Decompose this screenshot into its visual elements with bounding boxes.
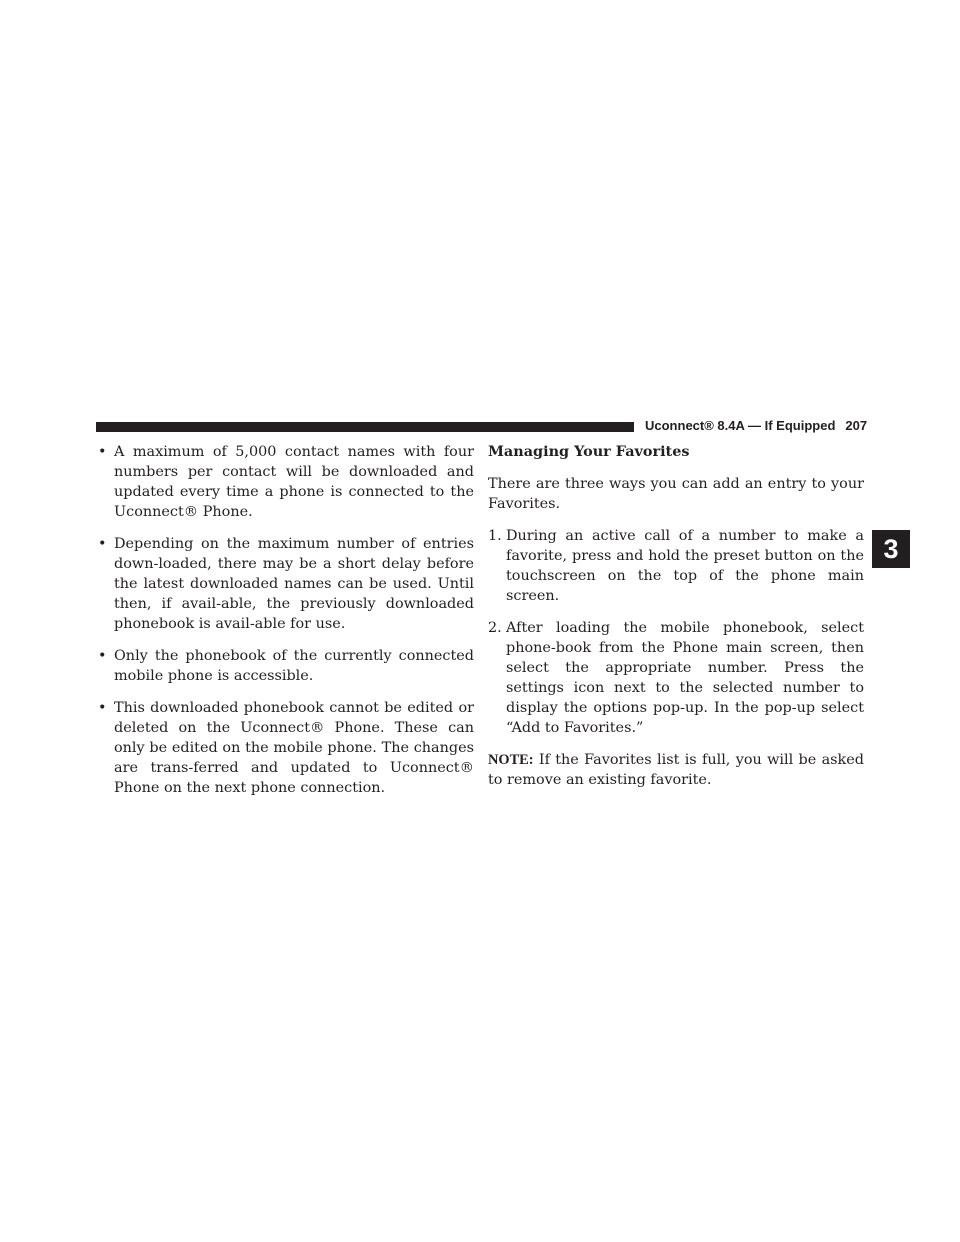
list-item [488, 618, 864, 738]
chapter-tab: 3 [872, 530, 910, 568]
bullet-text: This downloaded phonebook cannot be edited or deleted on the Uconnect® Phone. These can only be edited on the mobile phone. The changes are trans-ferred and updated to Uconnect® Phone on the next phone connection. [114, 700, 474, 796]
header-title: Uconnect® 8.4A — If Equipped [645, 418, 836, 433]
bullet-icon: • [98, 536, 107, 552]
list-item [98, 534, 474, 634]
bullet-icon: • [98, 648, 107, 664]
list-item [488, 526, 864, 606]
bullet-icon: • [98, 444, 107, 460]
bullet-icon: • [98, 700, 107, 716]
step-number: 2. [488, 620, 502, 636]
list-item [98, 698, 474, 798]
section-heading: Managing Your Favorites [488, 443, 690, 460]
step-text: During an active call of a number to make a favorite, press and hold the preset button on the touchscreen on the top of the phone main screen. [506, 528, 864, 604]
list-item [98, 646, 474, 686]
header-rule [96, 422, 634, 432]
step-number: 1. [488, 528, 502, 544]
list-item [98, 442, 474, 522]
bullet-text: Only the phonebook of the currently connected mobile phone is accessible. [114, 648, 474, 684]
bullet-text: Depending on the maximum number of entries down-loaded, there may be a short delay before the latest downloaded names can be used. Until then, if avail-able, the previously downloaded phonebook is avail-able for use. [114, 536, 474, 632]
page-number: 207 [845, 418, 868, 433]
note-paragraph [488, 750, 864, 790]
bullet-text: A maximum of 5,000 contact names with four numbers per contact will be downloaded and updated every time a phone is connected to the Uconnect® Phone. [114, 444, 474, 520]
steps-list [488, 526, 864, 738]
left-column [98, 442, 474, 810]
intro-paragraph: There are three ways you can add an entry to your Favorites. [488, 476, 864, 512]
step-text: After loading the mobile phonebook, select phone-book from the Phone main screen, then select the appropriate number. Press the settings icon next to the selected number to display the options pop-up. In the pop-up select “Add to Favorites.” [506, 620, 864, 736]
note-label: NOTE: [488, 752, 534, 768]
bullet-list [98, 442, 474, 798]
note-text: If the Favorites list is full, you will be asked to remove an existing favorite. [488, 752, 864, 788]
right-column [488, 442, 864, 802]
running-header [645, 418, 867, 433]
